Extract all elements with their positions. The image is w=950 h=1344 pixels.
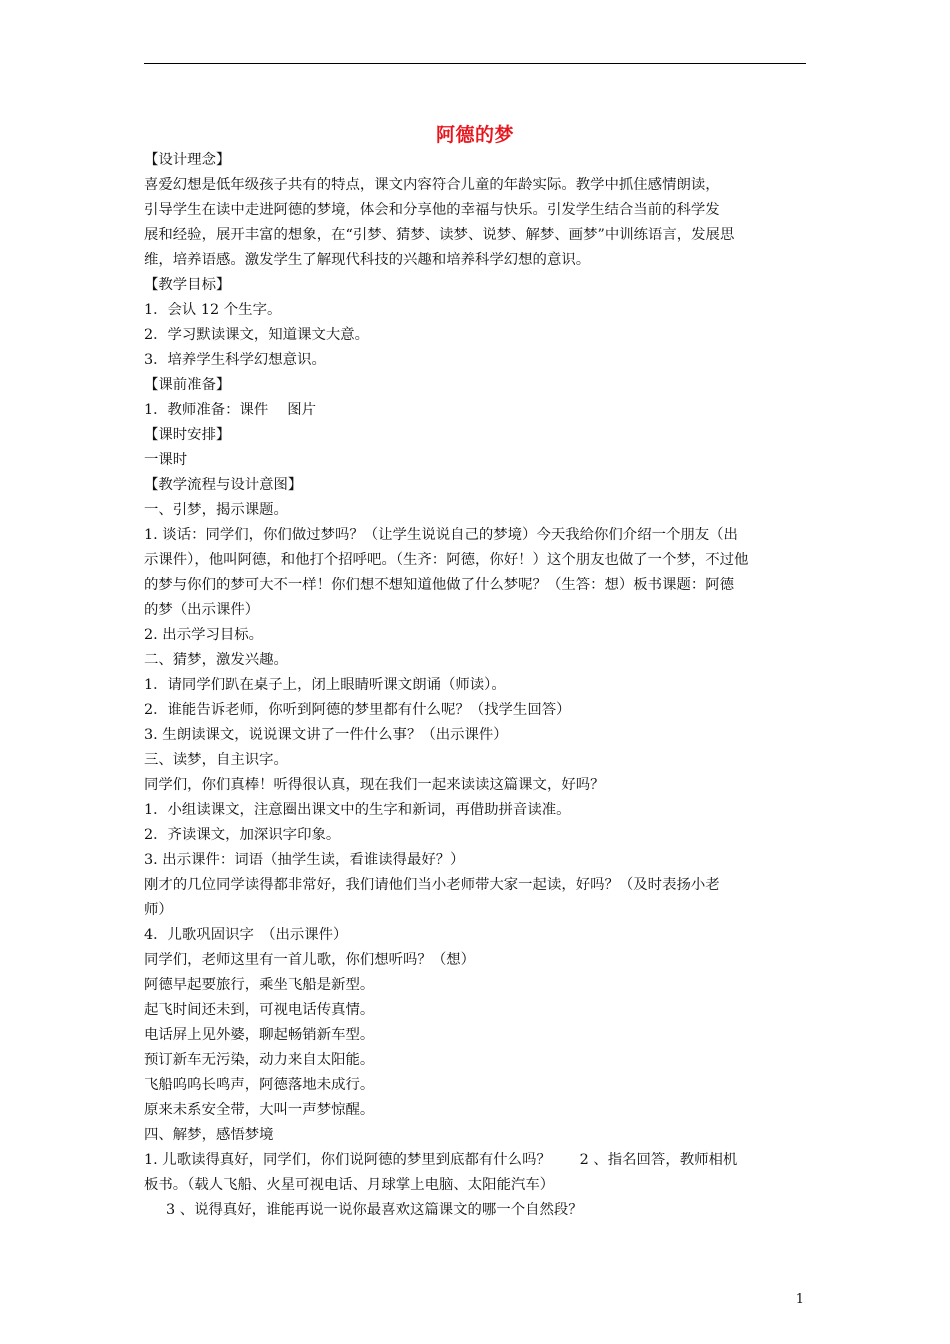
text-line: 电话屏上见外婆，聊起畅销新车型。: [144, 1027, 375, 1043]
page-number: 1: [795, 1292, 804, 1307]
text-line: 展和经验，展开丰富的想象，在“引梦、猜梦、读梦、说梦、解梦、画梦”中训练语言，发展思: [144, 227, 735, 243]
text-line: 引导学生在读中走进阿德的梦境，体会和分享他的幸福与快乐。引发学生结合当前的科学发: [144, 202, 720, 218]
text-line: 维，培养语感。激发学生了解现代科技的兴趣和培养科学幻想的意识。: [144, 252, 591, 268]
text-line: 4．儿歌巩固识字 （出示课件）: [144, 927, 348, 943]
text-line: 3．培养学生科学幻想意识。: [144, 352, 326, 368]
text-line: 师）: [144, 902, 173, 918]
text-line: 1．会认 12 个生字。: [144, 302, 282, 318]
header-rule: [144, 63, 806, 64]
text-line: 原来未系安全带，大叫一声梦惊醒。: [144, 1102, 375, 1118]
text-line: 预订新车无污染，动力来自太阳能。: [144, 1052, 375, 1068]
text-line: 二、猜梦，激发兴趣。: [144, 652, 288, 668]
text-line: 同学们，你们真棒！听得很认真，现在我们一起来读读这篇课文，好吗？: [144, 777, 605, 793]
text-line: 3. 出示课件：词语（抽学生读，看谁读得最好？）: [144, 852, 465, 868]
page-title: 阿德的梦: [435, 124, 514, 146]
text-line: 【教学目标】: [144, 277, 231, 293]
text-line: 1．教师准备：课件 图片: [144, 402, 317, 418]
text-line: 一课时: [144, 452, 188, 468]
text-line: 【课时安排】: [144, 427, 231, 443]
document-body: [144, 148, 808, 1223]
text-line: 2. 出示学习目标。: [144, 627, 264, 643]
text-line: 喜爱幻想是低年级孩子共有的特点，课文内容符合儿童的年龄实际。教学中抓住感情朗读，: [144, 177, 720, 193]
text-line: 3 、说得真好，谁能再说一说你最喜欢这篇课文的哪一个自然段？: [166, 1202, 583, 1218]
text-line: 3. 生朗读课文，说说课文讲了一件什么事？（出示课件）: [144, 727, 508, 743]
text-line: 板书。（载人飞船、火星可视电话、月球掌上电脑、太阳能汽车）: [144, 1177, 555, 1193]
text-line: 1．请同学们趴在桌子上，闭上眼睛听课文朗诵（师读）。: [144, 677, 506, 693]
text-line: 一、引梦，揭示课题。: [144, 502, 288, 518]
text-line: 【教学流程与设计意图】: [144, 477, 303, 493]
text-line: 2．齐读课文，加深识字印象。: [144, 827, 341, 843]
text-line: 【设计理念】: [144, 152, 231, 168]
text-line: 2．学习默读课文，知道课文大意。: [144, 327, 370, 343]
text-line: 同学们，老师这里有一首儿歌，你们想听吗？（想）: [144, 952, 475, 968]
text-line: 起飞时间还未到，可视电话传真情。: [144, 1002, 375, 1018]
text-line: 1. 谈话：同学们，你们做过梦吗？（让学生说说自己的梦境）今天我给你们介绍一个朋友（出: [144, 527, 738, 543]
text-line: 1．小组读课文，注意圈出课文中的生字和新词，再借助拼音读准。: [144, 802, 571, 818]
text-line: 示课件），他叫阿德，和他打个招呼吧。（生齐：阿德，你好！）这个朋友也做了一个梦，不过他: [144, 552, 749, 568]
text-line: 【课前准备】: [144, 377, 231, 393]
text-line: 刚才的几位同学读得都非常好，我们请他们当小老师带大家一起读，好吗？（及时表扬小老: [144, 877, 720, 893]
text-line: 三、读梦，自主识字。: [144, 752, 288, 768]
text-line: 2．谁能告诉老师，你听到阿德的梦里都有什么呢？（找学生回答）: [144, 702, 571, 718]
text-line: 1. 儿歌读得真好，同学们，你们说阿德的梦里到底都有什么吗？ 2 、指名回答，教师相机: [144, 1152, 738, 1168]
text-line: 的梦（出示课件）: [144, 602, 260, 618]
text-line: 阿德早起要旅行，乘坐飞船是新型。: [144, 977, 375, 993]
text-line: 的梦与你们的梦可大不一样！你们想不想知道他做了什么梦呢？（生答：想）板书课题：阿德: [144, 577, 735, 593]
text-line: 四、解梦，感悟梦境: [144, 1127, 274, 1143]
text-line: 飞船呜呜长鸣声，阿德落地未成行。: [144, 1077, 375, 1093]
